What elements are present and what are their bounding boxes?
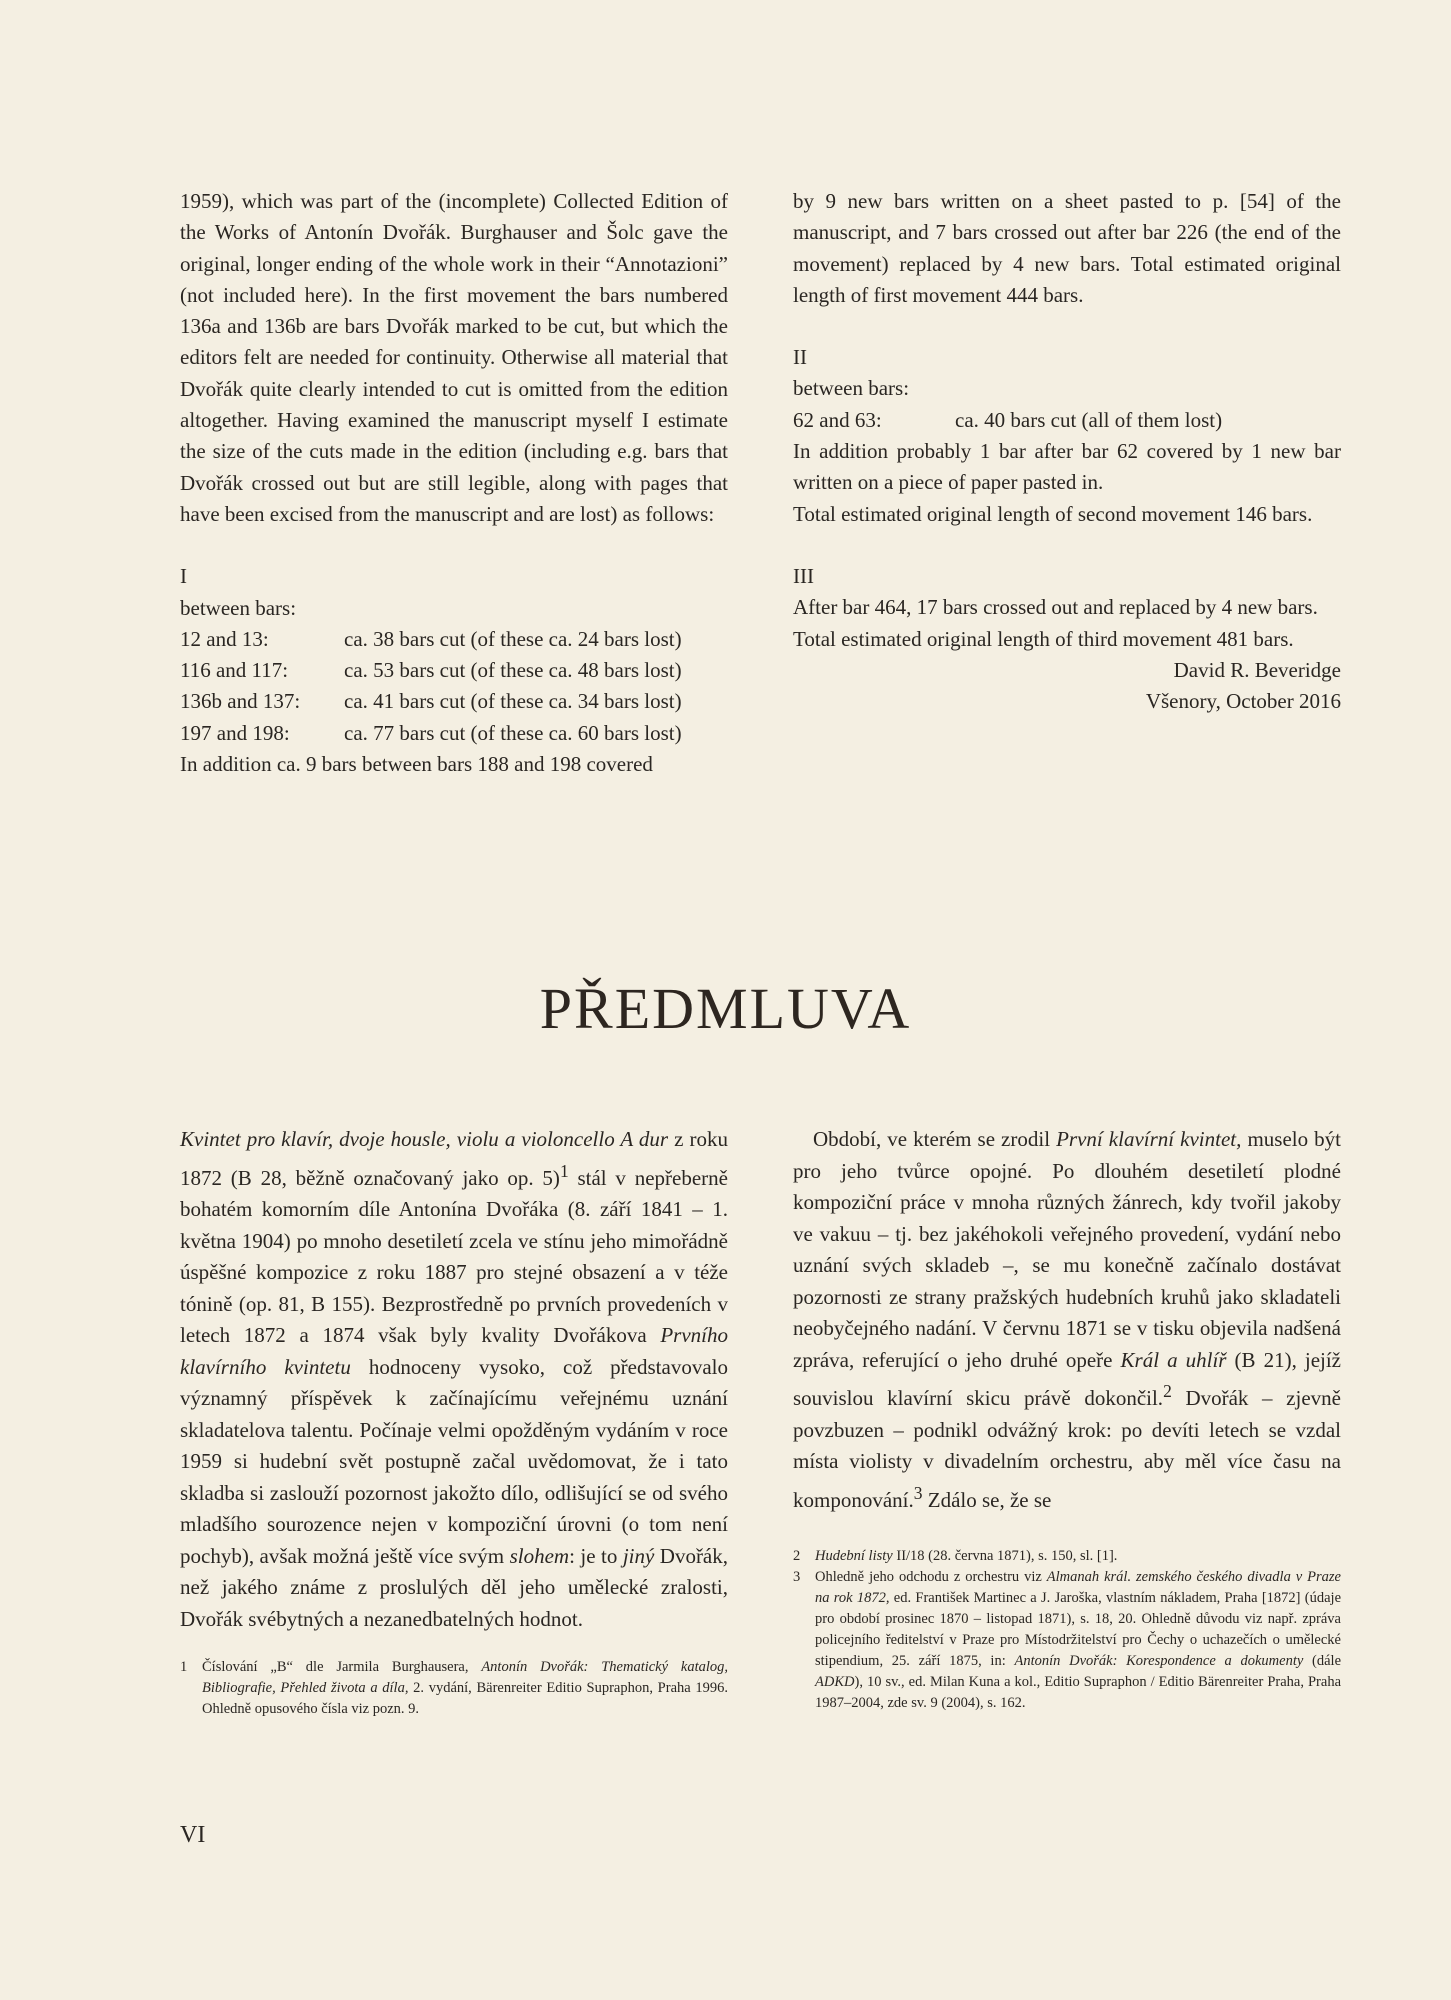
footnote-number: 3 <box>793 1569 801 1585</box>
italic-span: Antonín Dvořák: Korespondence a dokumenty <box>1014 1653 1304 1669</box>
footnote-1 <box>180 1657 728 1720</box>
footnote-text <box>815 1567 1341 1714</box>
text-span: : je to <box>569 1543 623 1568</box>
between-bars-label: between bars: <box>180 595 297 620</box>
place-date: Všenory, October 2016 <box>1145 689 1341 714</box>
footnote-text <box>815 1546 1341 1567</box>
footnote-number: 1 <box>180 1659 188 1675</box>
text-span: muselo být pro jeho tvůrce opojné. Po dlouhém desetiletí plodné kompoziční práce v mnoha různých žánrech, kdy tvořil jakoby ve vakuu – tj. bez jakéhokoli veřejného provedení, vydání nebo uznání svých skladeb –, se mu konečně začínalo dostávat pozornosti ze strany pražských hudebních kruhů jako skladateli neobyčejného nadání. V červnu 1871 se v tisku objevila nadšená zpráva, referující o jeho druhé opeře <box>793 1127 1341 1372</box>
author-name: David R. Beveridge <box>1173 657 1341 682</box>
cut-value: ca. 38 bars cut (of these ca. 24 bars lost) <box>344 626 682 651</box>
italic-span: Král a uhlíř <box>1120 1347 1227 1372</box>
czech-paragraph-1 <box>180 1124 728 1635</box>
text-span: ), 10 sv., ed. Milan Kuna a kol., Editio Supraphon / Editio Bärenreiter Praha, Praha 1987–2004, zde sv. 9 (2004), s. 162. <box>815 1674 1341 1711</box>
italic-span: Hudební listy <box>815 1548 893 1564</box>
text-span: Dvořák, než jakého známe z proslulých děl jeho umělecké zralosti, Dvořák svébytných a nezanedbatelných hodnot. <box>180 1543 729 1631</box>
english-intro-paragraph: 1959), which was part of the (incomplete) Collected Edition of the Works of Antonín Dvořák. Burghauser and Šolc gave the original, longer ending of the whole work in their “Annotazioni” (not included here). In the first movement the bars numbered 136a and 136b are bars Dvořák marked to be cut, but which the editors felt are needed for continuity. Otherwise all material that Dvořák quite clearly intended to cut is omitted from the edition altogether. Having examined the manuscript myself I estimate the size of the cuts made in the edition (including e.g. bars that Dvořák crossed out but are still legible, along with pages that have been excised from the manuscript and are lost) as follows: <box>180 189 728 526</box>
italic-span: Almanah král. zemského českého divadla v Praze na rok 1872, <box>815 1569 1341 1606</box>
footnote-ref-1: 1 <box>559 1160 569 1181</box>
cut-bars: 197 and 198: <box>180 720 290 745</box>
text-span: II/18 (28. června 1871), s. 150, sl. [1]. <box>892 1548 1118 1564</box>
english-right-column <box>793 186 1341 717</box>
cut-value: ca. 41 bars cut (of these ca. 34 bars lost) <box>344 689 682 714</box>
text-span: (dále <box>1303 1653 1342 1669</box>
text-span: z roku 1872 (B 28, běžně označovaný jako op. 5) <box>180 1127 728 1190</box>
cut-value: ca. 53 bars cut (of these ca. 48 bars lost) <box>344 658 682 683</box>
italic-title: Kvintet pro klavír, dvoje housle, violu a violoncello A dur <box>180 1127 669 1151</box>
text-span: ed. František Martinec a J. Jaroška, vlastním nákladem, Praha [1872] (údaje pro období prosinec 1870 – listopad 1871), s. 18, 20. Ohledně důvodu viz např. zpráva policejního ředitelství v Praze pro Místodržitelství pro Čechy o uchazečích o umělecké stipendium, 25. září 1875, in: <box>815 1590 1341 1669</box>
text-span: Období, ve kterém se zrodil <box>813 1127 1057 1151</box>
movement-1-heading: I <box>180 564 187 589</box>
italic-span: ADKD <box>815 1674 855 1690</box>
text-span: Zdálo se, že se <box>922 1487 1052 1512</box>
text-span: hodnoceny vysoko, což představovalo významný příspěvek k začínajícímu veřejnému uznání skladatelova talentu. Počínaje velmi opožděným vydáním v roce 1959 si hudební svět postupně začal uvědomovat, že i tato skladba si zaslouží pozornost jakožto dílo, odlišující se od svého mladšího sourozence nejen v kompoziční úrovni (o tom není pochyb), avšak možná ještě více svým <box>180 1354 728 1568</box>
movement-2-cuts-table <box>793 405 1341 436</box>
italic-span: slohem <box>509 1543 570 1568</box>
footnote-2 <box>793 1546 1341 1567</box>
cut-bars: 136b and 137: <box>180 689 301 714</box>
footnote-number: 2 <box>793 1548 801 1564</box>
movement-3-total: Total estimated original length of third movement 481 bars. <box>793 626 1294 651</box>
movement-1-continuation: by 9 new bars written on a sheet pasted to p. [54] of the manuscript, and 7 bars crossed out after bar 226 (the end of the movement) replaced by 4 new bars. Total estimated original length of first movement 444 bars. <box>793 189 1341 307</box>
footnote-ref-2: 2 <box>1163 1381 1172 1401</box>
cut-bars: 12 and 13: <box>180 626 269 651</box>
czech-paragraph-2 <box>793 1124 1341 1516</box>
between-bars-label: between bars: <box>793 376 910 401</box>
footnote-3 <box>793 1567 1341 1714</box>
text-span: 2. vydání, Bärenreiter Editio Supraphon, Praha 1996. Ohledně opusového čísla viz pozn. 9. <box>202 1680 729 1717</box>
czech-right-column <box>793 1124 1341 1714</box>
movement-3-heading: III <box>793 563 814 588</box>
czech-left-column <box>180 1124 728 1720</box>
italic-span: První klavírní kvintet, <box>1056 1127 1242 1151</box>
cut-bars: 62 and 63: <box>793 407 882 432</box>
text-span: Ohledně jeho odchodu z orchestru viz <box>815 1569 1047 1585</box>
cut-value: ca. 77 bars cut (of these ca. 60 bars lost) <box>344 720 682 745</box>
cut-bars: 116 and 117: <box>180 658 289 683</box>
movement-3-text: After bar 464, 17 bars crossed out and replaced by 4 new bars. <box>793 595 1318 620</box>
movement-2-addition: In addition probably 1 bar after bar 62 covered by 1 new bar written on a piece of paper pasted in. <box>793 439 1341 495</box>
movement-1-cuts-table <box>180 624 728 749</box>
page-number: VI <box>180 1822 206 1848</box>
italic-span: Prvního klavírního kvintetu <box>180 1323 728 1379</box>
text-span: stál v nepřeberně bohatém komorním díle Antonína Dvořáka (8. září 1841 – 1. května 1904) po mnoho desetiletí zcela ve stínu jeho mimořádně úspěšné kompozice z roku 1887 pro stejné obsazení a v téže tónině (op. 81, B 155). Bezprostředně po prvních provedeních v letech 1872 a 1874 však byly kvality Dvořákova <box>180 1165 728 1347</box>
english-left-column <box>180 186 728 780</box>
footnote-text <box>202 1657 728 1720</box>
text-span: Číslování „B“ dle Jarmila Burghausera, <box>202 1659 482 1675</box>
movement-1-addition: In addition ca. 9 bars between bars 188 and 198 covered <box>180 752 653 777</box>
text-span: (B 21), jejíž souvislou klavírní skicu právě dokončil. <box>793 1347 1342 1410</box>
movement-2-total: Total estimated original length of second movement 146 bars. <box>793 501 1313 526</box>
footnote-ref-3: 3 <box>913 1482 923 1503</box>
italic-span: Antonín Dvořák: Thematický katalog, Bibliografie, Přehled života a díla, <box>202 1659 729 1696</box>
movement-2-heading: II <box>793 345 807 370</box>
italic-span: jiný <box>622 1543 655 1568</box>
cut-value: ca. 40 bars cut (all of them lost) <box>955 407 1223 432</box>
text-span: Dvořák – zjevně povzbuzen – podnikl odvážný krok: po devíti letech se vzdal místa violisty v divadelním orchestru, aby měl více času na komponování. <box>793 1386 1341 1512</box>
section-title: PŘEDMLUVA <box>539 976 912 1041</box>
